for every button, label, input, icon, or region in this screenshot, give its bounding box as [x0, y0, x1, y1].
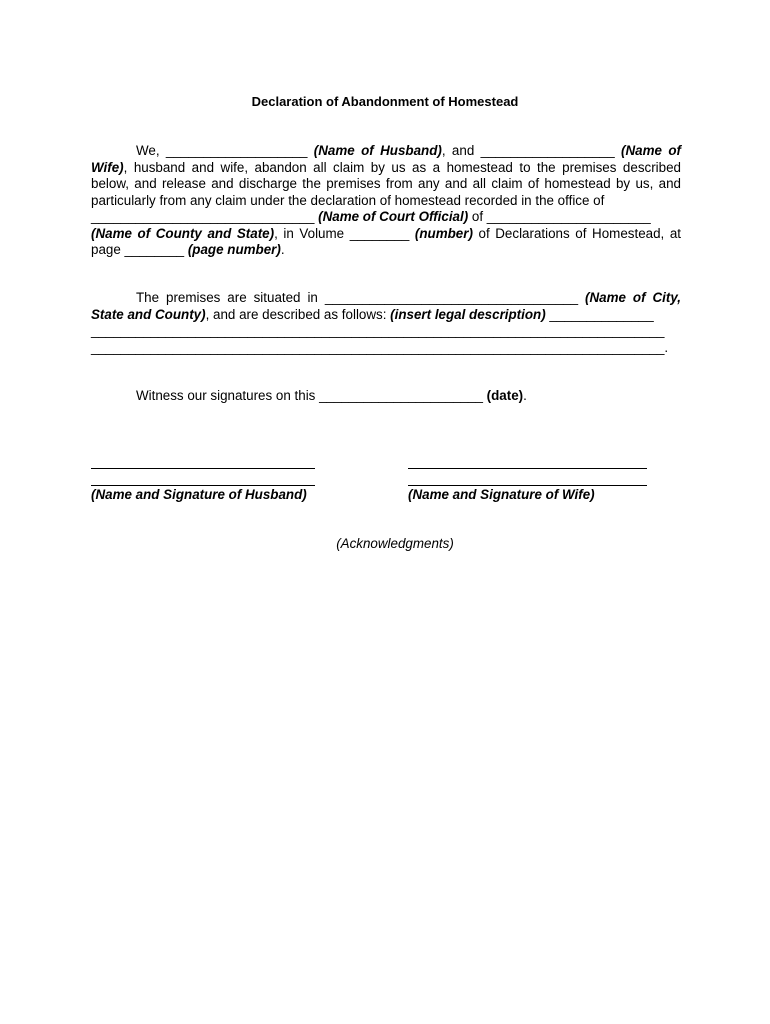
husband-signature-label: (Name and Signature of Husband) [91, 487, 307, 502]
paragraph-line [91, 242, 681, 259]
paragraph-line [91, 209, 681, 226]
legal-description-line: _____________________________________________________________________________. [91, 339, 669, 355]
paragraph-line [91, 340, 681, 357]
paragraph-text: , husband and wife, abandon all claim by us as a homestead to the premises described [123, 159, 681, 175]
city-blank: The premises are situated in __________________________________ [136, 290, 585, 305]
legal-description-blank: ______________ [545, 306, 654, 322]
paragraph-line [91, 226, 681, 243]
county-blank: of ______________________ [468, 209, 651, 224]
legal-description-placeholder: (insert legal description) [390, 306, 546, 322]
wife-signature-label: (Name and Signature of Wife) [408, 487, 595, 502]
period: . [280, 242, 285, 257]
wife-signature-line-1 [408, 468, 647, 469]
date-blank: Witness our signatures on this ______________________ [136, 388, 487, 403]
wife-name-placeholder-b: Wife) [91, 159, 124, 175]
paragraph-line [91, 307, 681, 324]
paragraph-text: below, and release and discharge the premises from any and all claim of homestead by us, and [91, 176, 681, 191]
husband-blank: We, ___________________ [136, 143, 314, 158]
paragraph-witness [91, 388, 681, 405]
paragraph-premises [91, 290, 681, 356]
date-placeholder: (date) [486, 388, 524, 403]
paragraph-text: , and are described as follows: [205, 306, 391, 322]
wife-blank: , and __________________ [441, 143, 622, 158]
paragraph-text: particularly from any claim under the declaration of homestead recorded in the office of [91, 192, 605, 208]
acknowledgments-label: (Acknowledgments) [336, 536, 454, 551]
paragraph-line [91, 143, 681, 160]
county-state-placeholder: (Name of County and State) [91, 225, 275, 241]
city-placeholder-a: (Name of City, [585, 290, 681, 305]
paragraph-line [91, 160, 681, 177]
period: . [523, 388, 527, 403]
husband-name-placeholder: (Name of Husband) [313, 143, 442, 158]
husband-signature-line-2 [91, 485, 315, 486]
paragraph-line [91, 388, 681, 405]
volume-number-placeholder: (number) [414, 225, 473, 241]
legal-description-line: _____________________________________________________________________________ [91, 323, 665, 338]
paragraph-abandonment [91, 143, 681, 259]
page-number-placeholder: (page number) [187, 242, 281, 257]
page-blank-gap: __ [169, 242, 188, 257]
paragraph-line [91, 176, 681, 193]
wife-name-placeholder-a: (Name of [621, 143, 681, 158]
paragraph-text: of Declarations of Homestead, at [472, 225, 682, 241]
paragraph-line [91, 193, 681, 210]
document-title: Declaration of Abandonment of Homestead [251, 94, 519, 109]
volume-blank: , in Volume ________ [274, 225, 415, 241]
wife-signature-line-2 [408, 485, 647, 486]
husband-signature-line-1 [91, 468, 315, 469]
city-placeholder-b: State and County) [91, 306, 206, 322]
page-blank: page ______ [91, 242, 170, 257]
paragraph-line [91, 323, 681, 340]
paragraph-line [91, 290, 681, 307]
court-official-placeholder: (Name of Court Official) [318, 209, 469, 224]
court-official-blank: ______________________________ [91, 209, 319, 224]
